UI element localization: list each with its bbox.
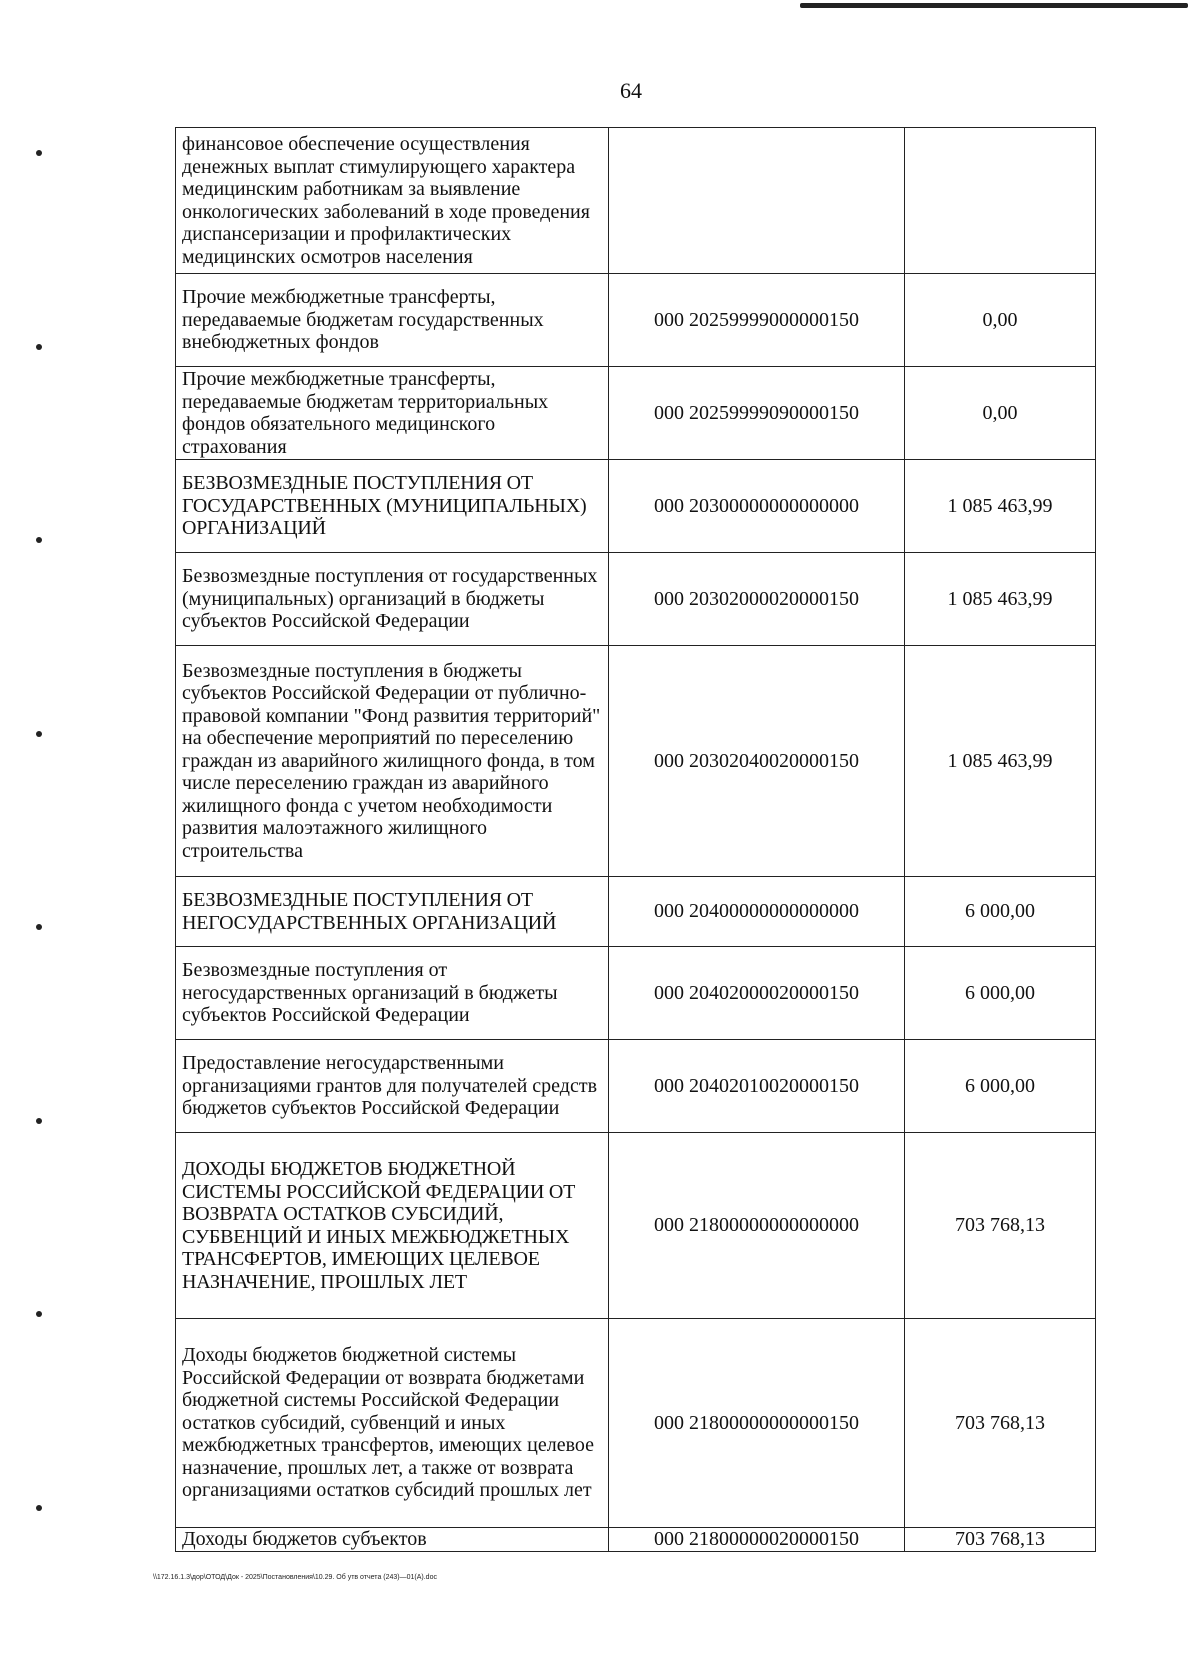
row-name: ДОХОДЫ БЮДЖЕТОВ БЮДЖЕТНОЙ СИСТЕМЫ РОССИЙСКОЙ ФЕДЕРАЦИИ ОТ ВОЗВРАТА ОСТАТКОВ СУБСИДИЙ, СУБВЕНЦИЙ И ИНЫХ МЕЖБЮДЖЕТНЫХ ТРАНСФЕРТОВ, ИМЕЮЩИХ ЦЕЛЕВОЕ НАЗНАЧЕНИЕ, ПРОШЛЫХ ЛЕТ xyxy=(176,1133,609,1319)
row-name: Доходы бюджетов субъектов xyxy=(176,1528,609,1552)
row-name: Прочие межбюджетные трансферты, передаваемые бюджетам территориальных фондов обязательного медицинского страхования xyxy=(176,367,609,460)
scan-top-line xyxy=(800,3,1188,8)
table-row xyxy=(176,877,1096,947)
amount: 1 085 463,99 xyxy=(905,553,1096,646)
binder-hole-mark xyxy=(36,344,42,350)
budget-code: 000 20402000020000150 xyxy=(609,947,905,1040)
amount: 703 768,13 xyxy=(905,1319,1096,1528)
row-name: финансовое обеспечение осуществления денежных выплат стимулирующего характера медицинским работникам за выявление онкологических заболеваний в ходе проведения диспансеризации и профилактических медицинских осмотров населения xyxy=(176,128,609,274)
table-row xyxy=(176,128,1096,274)
row-name: Безвозмездные поступления в бюджеты субъектов Российской Федерации от публично-правовой компании "Фонд развития территорий" на обеспечение мероприятий по переселению граждан из аварийного жилищного фонда, в том числе переселению граждан из аварийного жилищного фонда с учетом необходимости развития малоэтажного жилищного строительства xyxy=(176,646,609,877)
budget-code: 000 21800000000000000 xyxy=(609,1133,905,1319)
row-name: Предоставление негосударственными организациями грантов для получателей средств бюджетов субъектов Российской Федерации xyxy=(176,1040,609,1133)
budget-code: 000 21800000000000150 xyxy=(609,1319,905,1528)
table-row xyxy=(176,553,1096,646)
table-row xyxy=(176,947,1096,1040)
table-row xyxy=(176,1133,1096,1319)
table-row xyxy=(176,1528,1096,1552)
budget-code: 000 20259999000000150 xyxy=(609,274,905,367)
budget-code: 000 20402010020000150 xyxy=(609,1040,905,1133)
budget-code: 000 20300000000000000 xyxy=(609,460,905,553)
table-row xyxy=(176,646,1096,877)
budget-code: 000 20302040020000150 xyxy=(609,646,905,877)
amount: 1 085 463,99 xyxy=(905,646,1096,877)
amount: 6 000,00 xyxy=(905,877,1096,947)
footer-file-path: \\172.16.1.3\дор\ОТОД\Док - 2025\Постановления\10.29. Об утв отчета (243)—01(А).doc xyxy=(153,1574,437,1581)
row-name: БЕЗВОЗМЕЗДНЫЕ ПОСТУПЛЕНИЯ ОТ НЕГОСУДАРСТВЕННЫХ ОРГАНИЗАЦИЙ xyxy=(176,877,609,947)
amount: 1 085 463,99 xyxy=(905,460,1096,553)
row-name: БЕЗВОЗМЕЗДНЫЕ ПОСТУПЛЕНИЯ ОТ ГОСУДАРСТВЕННЫХ (МУНИЦИПАЛЬНЫХ) ОРГАНИЗАЦИЙ xyxy=(176,460,609,553)
table-row xyxy=(176,460,1096,553)
binder-hole-mark xyxy=(36,150,42,156)
amount: 6 000,00 xyxy=(905,1040,1096,1133)
amount xyxy=(905,128,1096,274)
binder-hole-mark xyxy=(36,731,42,737)
budget-code: 000 20400000000000000 xyxy=(609,877,905,947)
binder-hole-mark xyxy=(36,1118,42,1124)
budget-code: 000 20259999090000150 xyxy=(609,367,905,460)
binder-hole-mark xyxy=(36,537,42,543)
row-name: Безвозмездные поступления от государственных (муниципальных) организаций в бюджеты субъектов Российской Федерации xyxy=(176,553,609,646)
binder-hole-mark xyxy=(36,924,42,930)
budget-code xyxy=(609,128,905,274)
binder-hole-mark xyxy=(36,1505,42,1511)
table-row xyxy=(176,1040,1096,1133)
budget-code: 000 20302000020000150 xyxy=(609,553,905,646)
budget-code: 000 21800000020000150 xyxy=(609,1528,905,1552)
amount: 703 768,13 xyxy=(905,1133,1096,1319)
row-name: Безвозмездные поступления от негосударственных организаций в бюджеты субъектов Российской Федерации xyxy=(176,947,609,1040)
amount: 0,00 xyxy=(905,367,1096,460)
row-name: Доходы бюджетов бюджетной системы Российской Федерации от возврата бюджетами бюджетной системы Российской Федерации остатков субсидий, субвенций и иных межбюджетных трансфертов, имеющих целевое назначение, прошлых лет, а также от возврата организациями остатков субсидий прошлых лет xyxy=(176,1319,609,1528)
table-row xyxy=(176,274,1096,367)
table-row xyxy=(176,367,1096,460)
binder-hole-mark xyxy=(36,1311,42,1317)
amount: 0,00 xyxy=(905,274,1096,367)
amount: 6 000,00 xyxy=(905,947,1096,1040)
amount: 703 768,13 xyxy=(905,1528,1096,1552)
page-number: 64 xyxy=(620,78,642,103)
budget-revenue-table xyxy=(175,127,1096,1552)
row-name: Прочие межбюджетные трансферты, передаваемые бюджетам государственных внебюджетных фондов xyxy=(176,274,609,367)
table-row xyxy=(176,1319,1096,1528)
